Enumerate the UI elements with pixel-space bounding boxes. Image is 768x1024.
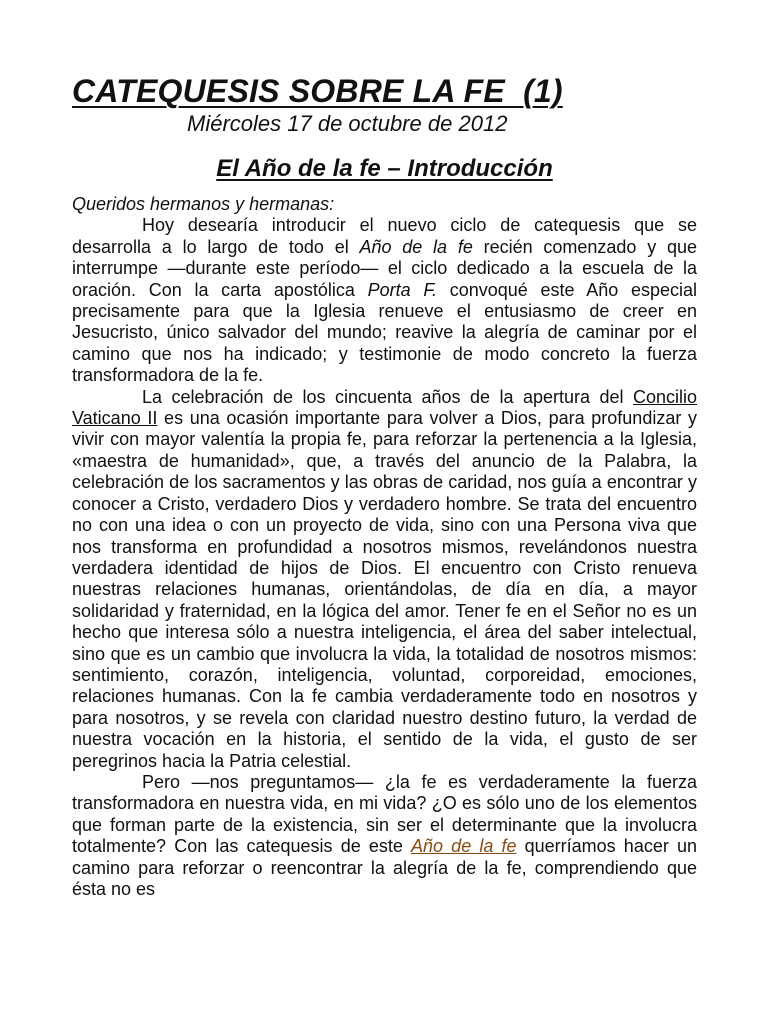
paragraph-1	[72, 215, 697, 386]
paragraph-2-text-c: es una ocasión importante para volver a Dios, para profundizar y vivir con mayor valentía la propia fe, para reforzar la pertenencia a la Iglesia, «maestra de humanidad», que, a través del anuncio de la Palabra, la celebración de los sacramentos y las obras de caridad, nos guía a encontrar y conocer a Cristo, verdadero Dios y verdadero hombre. Se trata del encuentro no con una idea o con un proyecto de vida, sino con una Persona viva que nos transforma en profundidad a nosotros mismos, revelándonos nuestra verdadera identidad de hijos de Dios. El encuentro con Cristo renueva nuestras relaciones humanas, orientándolas, de día en día, a mayor solidaridad y fraternidad, en la lógica del amor. Tener fe en el Señor no es un hecho que interesa sólo a nuestra inteligencia, el área del saber intelectual, sino que es un cambio que involucra la vida, la totalidad de nosotros mismos: sentimiento, corazón, inteligencia, voluntad, corporeidad, emociones, relaciones humanas. Con la fe cambia verdaderamente todo en nosotros y para nosotros, y se revela con claridad nuestro destino futuro, la verdad de nuestra vocación en la historia, el sentido de la vida, el gusto de ser peregrinos hacia la Patria celestial.	[72, 408, 698, 771]
paragraph-3-text-a: Pero —nos preguntamos— ¿la fe es verdaderamente la fuerza transformadora en nuestra vida, en mi vida? ¿O es sólo uno de los elementos que forman parte de la existencia, sin ser el determinante que la involucra totalmente? Con las catequesis de este	[72, 771, 697, 857]
document-page	[72, 72, 697, 900]
document-date: Miércoles 17 de octubre de 2012	[187, 111, 508, 136]
paragraph-3	[72, 772, 697, 900]
paragraph-1-text-e: convoqué este Año especial precisamente para que la Iglesia renueve el entusiasmo de creer en Jesucristo, único salvador del mundo; reavive la alegría de caminar por el camino que nos ha indicado; y testimonie de modo concreto la fuerza transformadora de la fe.	[72, 279, 698, 386]
porta-fidei-italic: Porta F.	[367, 279, 438, 300]
paragraph-1-text-a: Hoy desearía introducir el nuevo ciclo de catequesis que se desarrolla a lo largo de todo el	[72, 215, 697, 257]
paragraph-3-text-c: querríamos hacer un camino para reforzar o reencontrar la alegría de la fe, comprendiendo que ésta no es	[72, 836, 697, 899]
ano-de-la-fe-italic: Año de la fe	[359, 236, 473, 257]
document-body	[72, 194, 697, 900]
greeting: Queridos hermanos y hermanas:	[72, 194, 335, 214]
ano-de-la-fe-link[interactable]: Año de la fe	[411, 836, 517, 857]
concilio-vaticano-link[interactable]: Concilio Vaticano II	[72, 386, 697, 429]
document-subtitle: El Año de la fe – Introducción	[216, 155, 553, 182]
paragraph-1-text-c: recién comenzado y que interrumpe —durante este período— el ciclo dedicado a la escuela de la oración. Con la carta apostólica	[72, 236, 697, 300]
paragraph-2-text-a: La celebración de los cincuenta años de la apertura del	[142, 386, 633, 407]
document-title: CATEQUESIS SOBRE LA FE (1)	[72, 73, 563, 109]
paragraph-2	[72, 387, 697, 772]
